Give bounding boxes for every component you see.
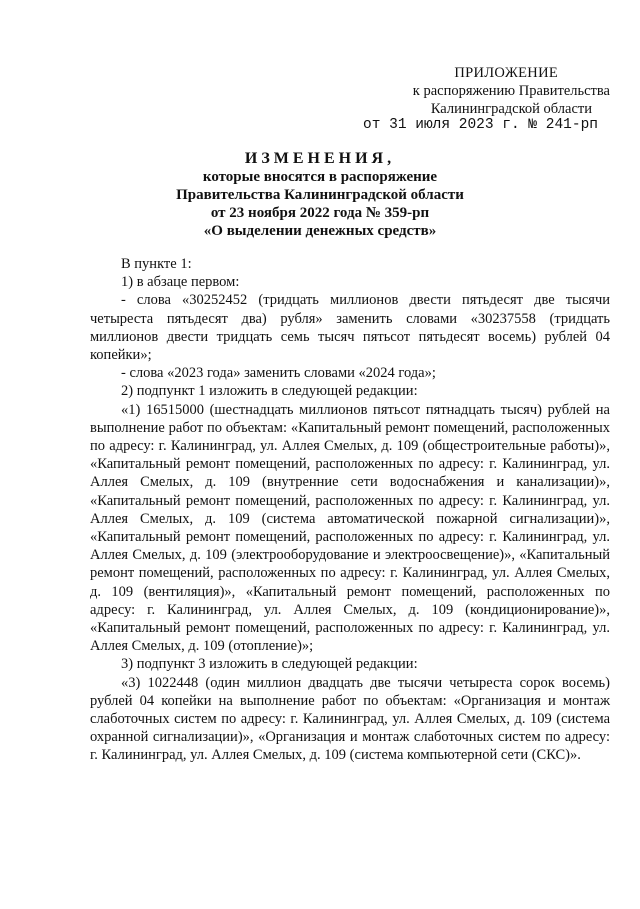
paragraph-item-2: 2) подпункт 1 изложить в следующей редакции: xyxy=(121,383,418,400)
paragraph-replace-year: - слова «2023 года» заменить словами «2024 года»; xyxy=(121,365,436,382)
appendix-title: ПРИЛОЖЕНИЕ xyxy=(454,65,558,81)
appendix-date-number: от 31 июля 2023 г. № 241-рп xyxy=(363,117,598,133)
document-body xyxy=(90,255,610,765)
heading-line-2: которые вносятся в распоряжение xyxy=(202,169,438,185)
paragraph-replace-amount: - слова «30252452 (тридцать миллионов двести пятьдесят две тысячи четыреста пятьдесят два) рубля» заменить словами «30237558 (тридцать миллионов двести тридцать семь тысяч пятьсот пятьдесят восемь) рублей 04 копейки»; xyxy=(90,292,610,364)
document-heading: ИЗМЕНЕНИЯ, xyxy=(244,150,396,167)
paragraph-item-3: 3) подпункт 3 изложить в следующей редакции: xyxy=(121,656,418,673)
heading-line-4: от 23 ноября 2022 года № 359-рп xyxy=(210,205,430,221)
heading-line-5: «О выделении денежных средств» xyxy=(203,223,437,239)
paragraph-clause-intro: В пункте 1: xyxy=(121,256,192,272)
paragraph-item-1: 1) в абзаце первом: xyxy=(121,274,240,291)
heading-line-3: Правительства Калининградской области xyxy=(176,187,464,203)
appendix-region-line: Калининградской области xyxy=(430,101,592,117)
paragraph-subitem-3-text: «3) 1022448 (один миллион двадцать две тысячи четыреста сорок восемь) рублей 04 копейки на выполнение работ по объектам: «Организация и монтаж слаботочных систем по адресу: г. Калининград, ул. Аллея Смелых, д. 109 (система охранной сигнализации)», «Организация и монтаж слаботочных систем по адресу: г. Калининград, ул. Аллея Смелых, д. 109 (система компьютерной сети (СКС)». xyxy=(90,674,610,764)
appendix-order-line: к распоряжению Правительства xyxy=(412,83,610,99)
paragraph-subitem-1-text: «1) 16515000 (шестнадцать миллионов пятьсот пятнадцать тысяч) рублей на выполнение работ по объектам: «Капитальный ремонт помещений, расположенных по адресу: г. Калининград, ул. Аллея Смелых, д. 109 (общестроительные работы)», «Капитальный ремонт помещений, расположенных по адресу: г. Калининград, ул. Аллея Смелых, д. 109 (внутренние сети водоснабжения и канализации)», «Капитальный ремонт помещений, расположенных по адресу: г. Калининград, ул. Аллея Смелых, д. 109 (система автоматической пожарной сигнализации)», «Капитальный ремонт помещений, расположенных по адресу: г. Калининград, ул. Аллея Смелых, д. 109 (электрооборудование и электроосвещение)», «Капитальный ремонт помещений, расположенных по адресу: г. Калининград, ул. Аллея Смелых, д. 109 (вентиляция)», «Капитальный ремонт помещений, расположенных по адресу: г. Калининград, ул. Аллея Смелых, д. 109 (кондиционирование)», «Капитальный ремонт помещений, расположенных по адресу: г. Калининград, ул. Аллея Смелых, д. 109 (отопление)»; xyxy=(90,401,610,655)
